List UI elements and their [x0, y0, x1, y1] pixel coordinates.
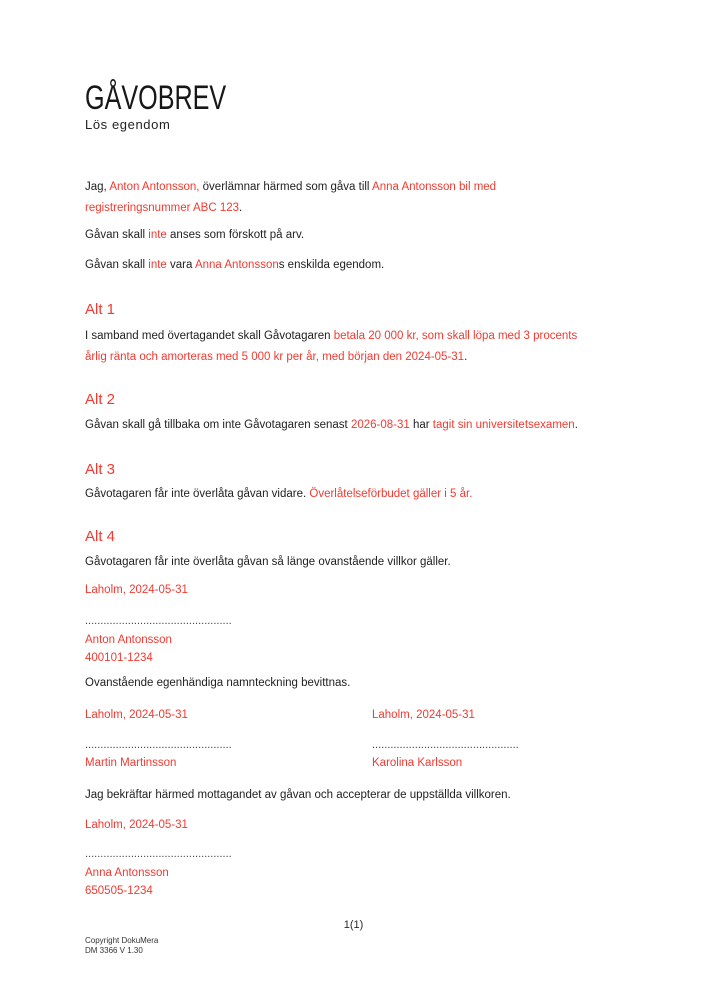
text-segment: tagit sin universitetsexamen: [432, 419, 575, 431]
page-number: 1(1): [343, 919, 364, 931]
witness1-place-date: Laholm, 2024-05-31: [85, 709, 188, 721]
witness1-signature-line: ................................................: [85, 739, 232, 751]
witness2-signature-line: ................................................: [372, 739, 519, 751]
recipient-signature-line: ................................................: [85, 848, 232, 860]
alt1-heading: Alt 1: [85, 301, 116, 318]
witness1-name: Martin Martinsson: [85, 757, 177, 769]
paragraph-forskott: [85, 225, 304, 246]
giver-signature-line: ................................................: [85, 615, 232, 627]
text-segment: Gåvan skall: [85, 259, 149, 271]
text-segment: .: [239, 202, 243, 214]
text-segment: Gåvotagaren får inte överlåta gåvan vidare.: [85, 488, 310, 500]
text-segment: vara: [166, 259, 195, 271]
alt4-paragraph: [85, 552, 451, 573]
text-segment: inte: [148, 229, 167, 241]
text-segment: Gåvan skall gå tillbaka om inte Gåvotagaren senast: [85, 419, 351, 431]
alt3-paragraph: [85, 484, 472, 505]
text-segment: anses som förskott på arv.: [166, 229, 305, 241]
paragraph-intro-line-1: [85, 177, 496, 198]
text-segment: överlämnar härmed som gåva till: [199, 181, 373, 193]
text-segment: Anna Antonsson bil med: [372, 181, 497, 193]
document-subtitle: Lös egendom: [85, 117, 171, 132]
giver-place-date: Laholm, 2024-05-31: [85, 584, 188, 596]
recipient-name: Anna Antonsson: [85, 867, 169, 879]
alt1-line-2: [85, 347, 577, 368]
paragraph-intro: [85, 177, 496, 219]
giver-name: Anton Antonsson: [85, 634, 172, 646]
document-title: GÅVOBREV: [85, 79, 227, 117]
recipient-place-date: Laholm, 2024-05-31: [85, 819, 188, 831]
text-segment: Jag,: [85, 181, 110, 193]
text-segment: betala 20 000 kr, som skall löpa med 3 procents: [333, 330, 578, 342]
copyright-block: [85, 936, 158, 956]
copyright-line-1: Copyright DokuMera: [85, 936, 159, 945]
text-segment: inte: [148, 259, 167, 271]
recipient-confirmation-text: Jag bekräftar härmed mottagandet av gåvan och accepterar de uppställda villkoren.: [85, 789, 511, 801]
witness-attestation-text: Ovanstående egenhändiga namnteckning bevittnas.: [85, 677, 351, 689]
recipient-id: 650505-1234: [85, 885, 153, 897]
copyright-line-2: DM 3366 V 1.30: [85, 946, 143, 955]
text-segment: årlig ränta och amorteras med 5 000 kr per år, med början den 2024-05-31: [85, 351, 465, 363]
text-segment: registreringsnummer ABC 123: [85, 202, 240, 214]
text-segment: .: [574, 419, 578, 431]
text-segment: Anton Antonsson,: [109, 181, 200, 193]
text-segment: s enskilda egendom.: [278, 259, 385, 271]
text-segment: I samband med övertagandet skall Gåvotagaren: [85, 330, 334, 342]
paragraph-enskild: [85, 255, 384, 276]
alt4-heading: Alt 4: [85, 528, 116, 545]
text-segment: Överlåtelseförbudet gäller i 5 år.: [309, 488, 473, 500]
text-segment: .: [464, 351, 468, 363]
witness2-name: Karolina Karlsson: [372, 757, 463, 769]
alt1-line-1: [85, 326, 577, 347]
text-segment: Gåvan skall: [85, 229, 149, 241]
alt3-heading: Alt 3: [85, 461, 116, 478]
paragraph-intro-line-2: [85, 198, 496, 219]
alt2-paragraph: [85, 415, 578, 436]
text-segment: Gåvotagaren får inte överlåta gåvan så länge ovanstående villkor gäller.: [85, 556, 451, 568]
giver-id: 400101-1234: [85, 652, 153, 664]
text-segment: Anna Antonsson: [194, 259, 279, 271]
alt1-paragraph: [85, 326, 577, 368]
witness2-place-date: Laholm, 2024-05-31: [372, 709, 475, 721]
text-segment: 2026-08-31: [350, 419, 410, 431]
text-segment: har: [409, 419, 433, 431]
alt2-heading: Alt 2: [85, 391, 116, 408]
